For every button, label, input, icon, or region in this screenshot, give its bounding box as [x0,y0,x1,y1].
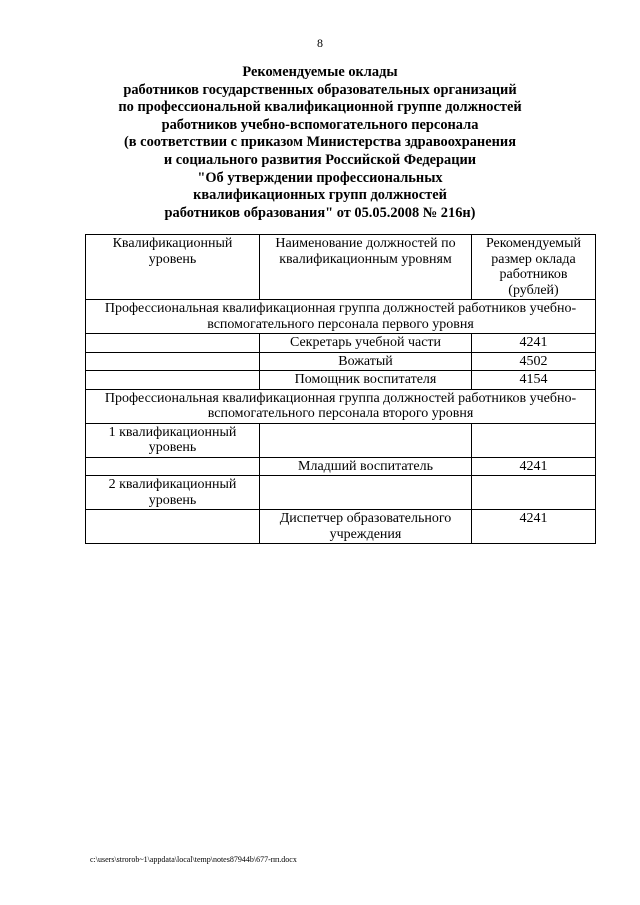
salary-cell: 4241 [472,510,596,544]
group-title-row [86,300,596,334]
salary-cell: 4502 [472,352,596,371]
position-cell-empty [260,423,472,457]
position-cell: Секретарь учебной части [260,334,472,353]
group1-title: Профессиональная квалификационная группа должностей работников учебно-вспомогательного персонала первого уровня [86,300,596,334]
title-line: "Об утверждении профессиональных [197,169,443,186]
footer-file-path: c:\users\strorob~1\appdata\local\temp\notes87944b\677-пп.docx [90,855,297,864]
level-cell-empty [86,457,260,476]
page-number: 8 [317,36,323,50]
table-row [86,476,596,510]
title-line: по профессиональной квалификационной группе должностей [118,99,522,116]
header-qualification-level: Квалификационный уровень [86,235,260,300]
title-line: работников государственных образовательных организаций [123,81,517,98]
title-line: квалификационных групп должностей [193,187,447,204]
level-cell: 1 квалификационный уровень [86,423,260,457]
header-salary: Рекомендуемый размер оклада работников (рублей) [472,235,596,300]
level-cell-empty [86,334,260,353]
header-position-name: Наименование должностей по квалификационным уровням [260,235,472,300]
position-cell: Помощник воспитателя [260,371,472,390]
group2-title: Профессиональная квалификационная группа должностей работников учебно-вспомогательного персонала второго уровня [86,389,596,423]
salary-table [85,234,596,544]
table-row [86,510,596,544]
level-cell: 2 квалификационный уровень [86,476,260,510]
salary-cell: 4241 [472,334,596,353]
title-line: Рекомендуемые оклады [242,64,398,80]
title-line: (в соответствии с приказом Министерства здравоохранения [124,134,516,151]
table-row [86,457,596,476]
document-title [80,64,560,222]
position-cell-empty [260,476,472,510]
position-cell: Диспетчер образовательного учреждения [260,510,472,544]
position-cell: Младший воспитатель [260,457,472,476]
table-row [86,371,596,390]
salary-cell: 4154 [472,371,596,390]
table-row [86,352,596,371]
salary-cell-empty [472,423,596,457]
position-cell: Вожатый [260,352,472,371]
title-line: и социального развития Российской Федерации [163,151,477,168]
title-line: работников учебно-вспомогательного персонала [161,116,479,133]
title-line: работников образования" от 05.05.2008 № 216н) [164,204,476,221]
level-cell-empty [86,510,260,544]
salary-cell-empty [472,476,596,510]
group-title-row [86,389,596,423]
level-cell-empty [86,371,260,390]
table-header-row [86,235,596,300]
level-cell-empty [86,352,260,371]
table-row [86,334,596,353]
salary-cell: 4241 [472,457,596,476]
table-row [86,423,596,457]
